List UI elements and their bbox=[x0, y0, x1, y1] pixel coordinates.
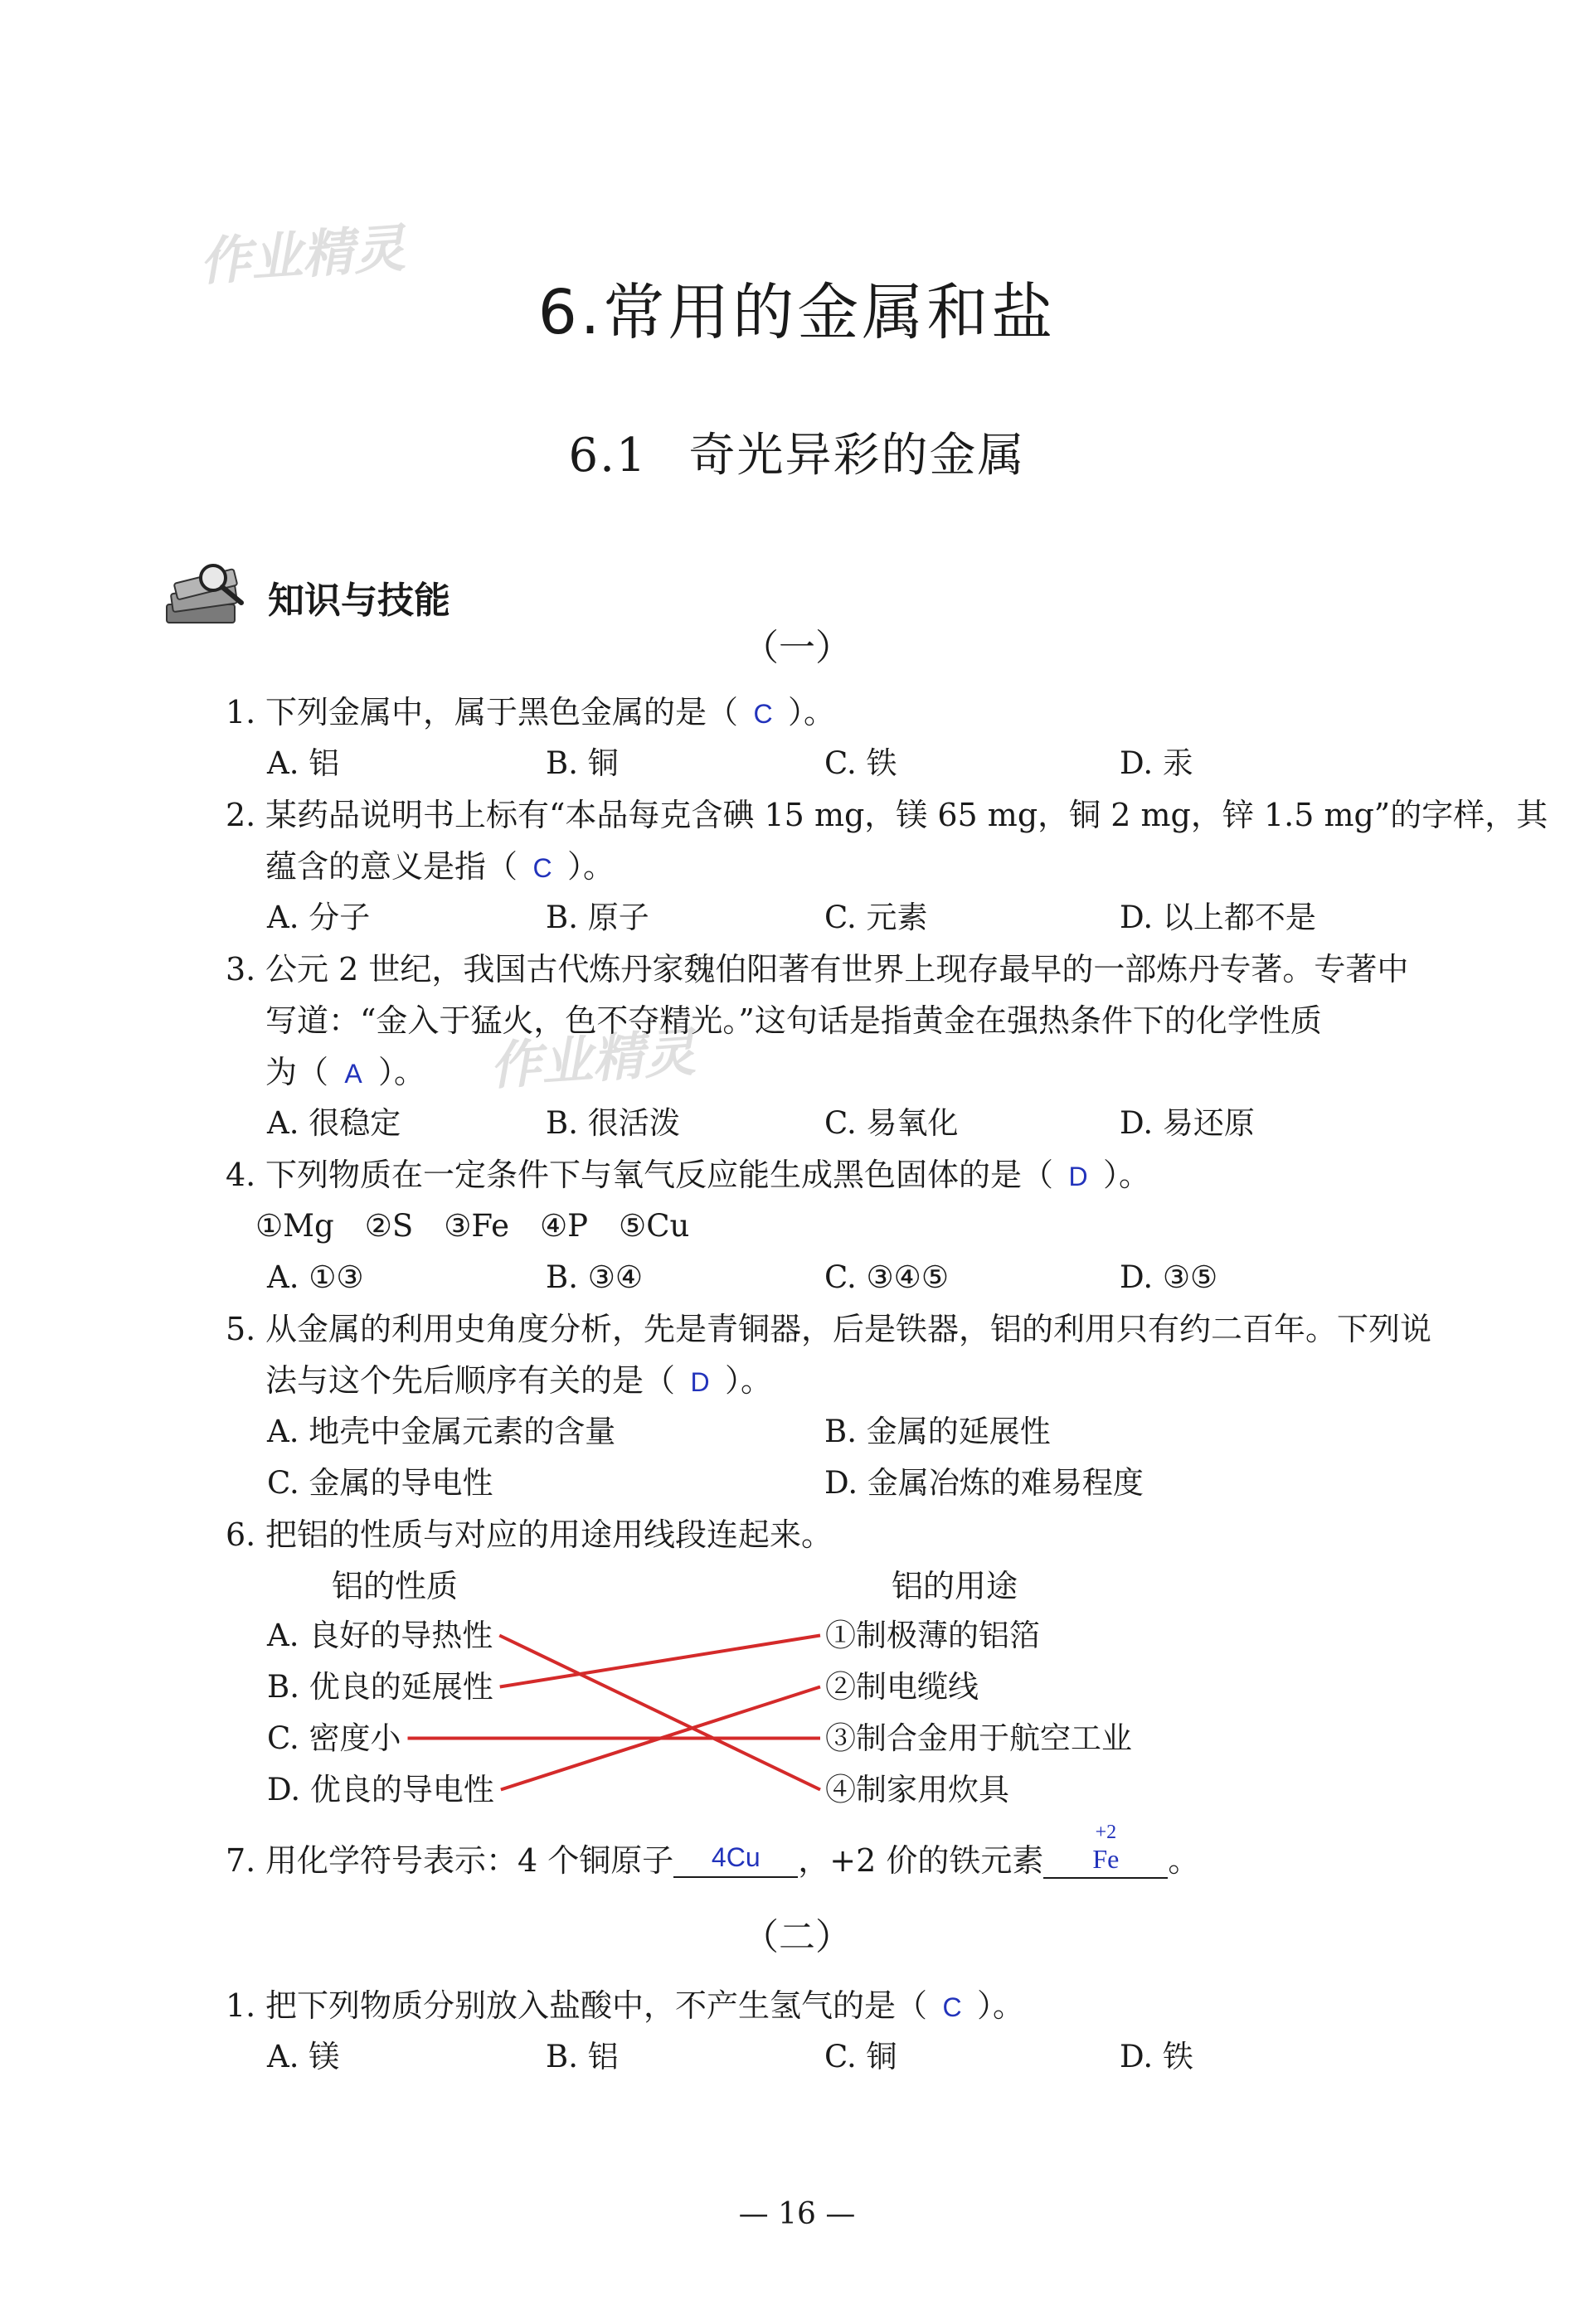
answer-mark bbox=[1043, 1822, 1168, 1874]
answer-mark: C bbox=[753, 699, 773, 729]
answer-mark: A bbox=[344, 1059, 362, 1089]
option-c: C. 元素 bbox=[824, 900, 928, 935]
option-d: D. 汞 bbox=[1120, 745, 1193, 781]
option-b: B. 铜 bbox=[546, 745, 619, 781]
option-a: A. 很稳定 bbox=[267, 1105, 401, 1141]
question-stem: 下列金属中，属于黑色金属的是（ bbox=[265, 694, 739, 730]
section-name: 奇光异彩的金属 bbox=[688, 429, 1026, 483]
question-number: 6. bbox=[226, 1516, 256, 1553]
section-number: 6.1 bbox=[568, 429, 648, 483]
part-two-heading: （二） bbox=[742, 1916, 852, 1958]
answer-mark: 4Cu bbox=[711, 1842, 761, 1872]
option-b: B. 原子 bbox=[546, 900, 649, 935]
question-stem-end: 。 bbox=[1168, 1842, 1200, 1879]
question-stem-end: ）。 bbox=[788, 694, 836, 730]
question-number: 4. bbox=[226, 1157, 256, 1193]
option-a: A. 镁 bbox=[267, 2039, 340, 2074]
option-c: C. 铁 bbox=[824, 745, 897, 781]
option-d: D. ③⑤ bbox=[1120, 1259, 1218, 1295]
option-c: C. 金属的导电性 bbox=[267, 1465, 493, 1501]
option-d: D. 金属冶炼的难易程度 bbox=[824, 1465, 1144, 1501]
question-7 bbox=[226, 1822, 1200, 1879]
part-2-question-1 bbox=[226, 1987, 1025, 2024]
option-b: B. 很活泼 bbox=[546, 1105, 680, 1141]
question-stem: 用化学符号表示：4 个铜原子 bbox=[265, 1842, 674, 1879]
page-number: — 16 — bbox=[738, 2197, 856, 2231]
option-a: A. 铝 bbox=[267, 745, 340, 781]
question-number: 2. bbox=[226, 797, 256, 833]
question-stem: 把铝的性质与对应的用途用线段连起来。 bbox=[265, 1516, 833, 1553]
question-stem: 把下列物质分别放入盐酸中，不产生氢气的是（ bbox=[265, 1987, 928, 2024]
blank-iron-element bbox=[1043, 1822, 1168, 1879]
answer-mark: D bbox=[1068, 1162, 1088, 1191]
matching-left-heading: 铝的性质 bbox=[332, 1568, 459, 1604]
option-a: A. ①③ bbox=[267, 1259, 364, 1295]
use-4: ④制家用炊具 bbox=[825, 1772, 1009, 1807]
question-stem: 蕴含的意义是指（ bbox=[265, 848, 518, 885]
section-head-label: 知识与技能 bbox=[268, 580, 450, 622]
property-d: D. 优良的导电性 bbox=[267, 1772, 494, 1807]
option-c: C. 易氧化 bbox=[824, 1105, 959, 1141]
chapter-title: 6.常用的金属和盐 bbox=[537, 277, 1057, 348]
question-stem: 从金属的利用史角度分析，先是青铜器，后是铁器，铝的利用只有约二百年。下列说 bbox=[265, 1311, 1432, 1347]
question-number: 1. bbox=[226, 694, 256, 730]
question-4-items: ①Mg ②S ③Fe ④P ⑤Cu bbox=[255, 1208, 690, 1244]
use-2: ②制电缆线 bbox=[825, 1669, 979, 1705]
option-b: B. 金属的延展性 bbox=[824, 1414, 1051, 1449]
option-c: C. 铜 bbox=[824, 2039, 897, 2074]
question-stem: 法与这个先后顺序有关的是（ bbox=[265, 1362, 676, 1399]
question-stem-end: ）。 bbox=[725, 1362, 773, 1399]
question-number: 5. bbox=[226, 1311, 256, 1347]
question-stem: 公元 2 世纪，我国古代炼丹家魏伯阳著有世界上现存最早的一部炼丹专著。专著中 bbox=[265, 951, 1409, 987]
property-a: A. 良好的导热性 bbox=[267, 1618, 493, 1653]
use-1: ①制极薄的铝箔 bbox=[825, 1618, 1040, 1653]
question-3-line-2: 写道：“金入于猛火，色不夺精光。”这句话是指黄金在强热条件下的化学性质 bbox=[265, 1002, 1322, 1039]
blank-copper-atoms bbox=[673, 1842, 798, 1878]
question-number: 7. bbox=[226, 1842, 256, 1879]
option-d: D. 铁 bbox=[1120, 2039, 1193, 2074]
question-stem: 为（ bbox=[265, 1054, 329, 1090]
question-number: 3. bbox=[226, 951, 256, 987]
valence-superscript: +2 bbox=[1095, 1822, 1117, 1843]
element-symbol: Fe bbox=[1092, 1844, 1120, 1874]
matching-right-heading: 铝的用途 bbox=[892, 1568, 1018, 1604]
option-b: B. 铝 bbox=[546, 2039, 619, 2074]
answer-mark: C bbox=[942, 1992, 962, 2022]
property-b: B. 优良的延展性 bbox=[267, 1669, 493, 1705]
match-line-2 bbox=[500, 1636, 820, 1687]
option-a: A. 分子 bbox=[267, 900, 371, 935]
option-d: D. 易还原 bbox=[1120, 1105, 1255, 1141]
question-stem-end: ）。 bbox=[567, 848, 615, 885]
question-number: 1. bbox=[226, 1987, 256, 2024]
question-stem: 某药品说明书上标有“本品每克含碘 15 mg，镁 65 mg，铜 2 mg，锌 1.5 mg”的字样，其 bbox=[265, 797, 1548, 833]
question-stem-middle: ，+2 价的铁元素 bbox=[798, 1842, 1044, 1879]
question-stem-end: ）。 bbox=[977, 1987, 1025, 2024]
option-c: C. ③④⑤ bbox=[824, 1259, 950, 1295]
option-d: D. 以上都不是 bbox=[1120, 900, 1316, 935]
match-line-1 bbox=[499, 1636, 820, 1790]
option-b: B. ③④ bbox=[546, 1259, 644, 1295]
use-3: ③制合金用于航空工业 bbox=[825, 1720, 1132, 1756]
answer-mark: C bbox=[532, 853, 552, 883]
watermark-top: 作业精灵 bbox=[197, 217, 407, 293]
answer-mark: D bbox=[690, 1367, 710, 1397]
watermark-middle: 作业精灵 bbox=[488, 1021, 697, 1097]
question-stem-end: ）。 bbox=[378, 1054, 426, 1090]
option-a: A. 地壳中金属元素的含量 bbox=[267, 1414, 616, 1449]
question-stem-end: ）。 bbox=[1103, 1157, 1151, 1193]
property-c: C. 密度小 bbox=[267, 1720, 401, 1756]
part-one-heading: （一） bbox=[742, 627, 852, 669]
question-stem: 下列物质在一定条件下与氧气反应能生成黑色固体的是（ bbox=[265, 1157, 1054, 1193]
